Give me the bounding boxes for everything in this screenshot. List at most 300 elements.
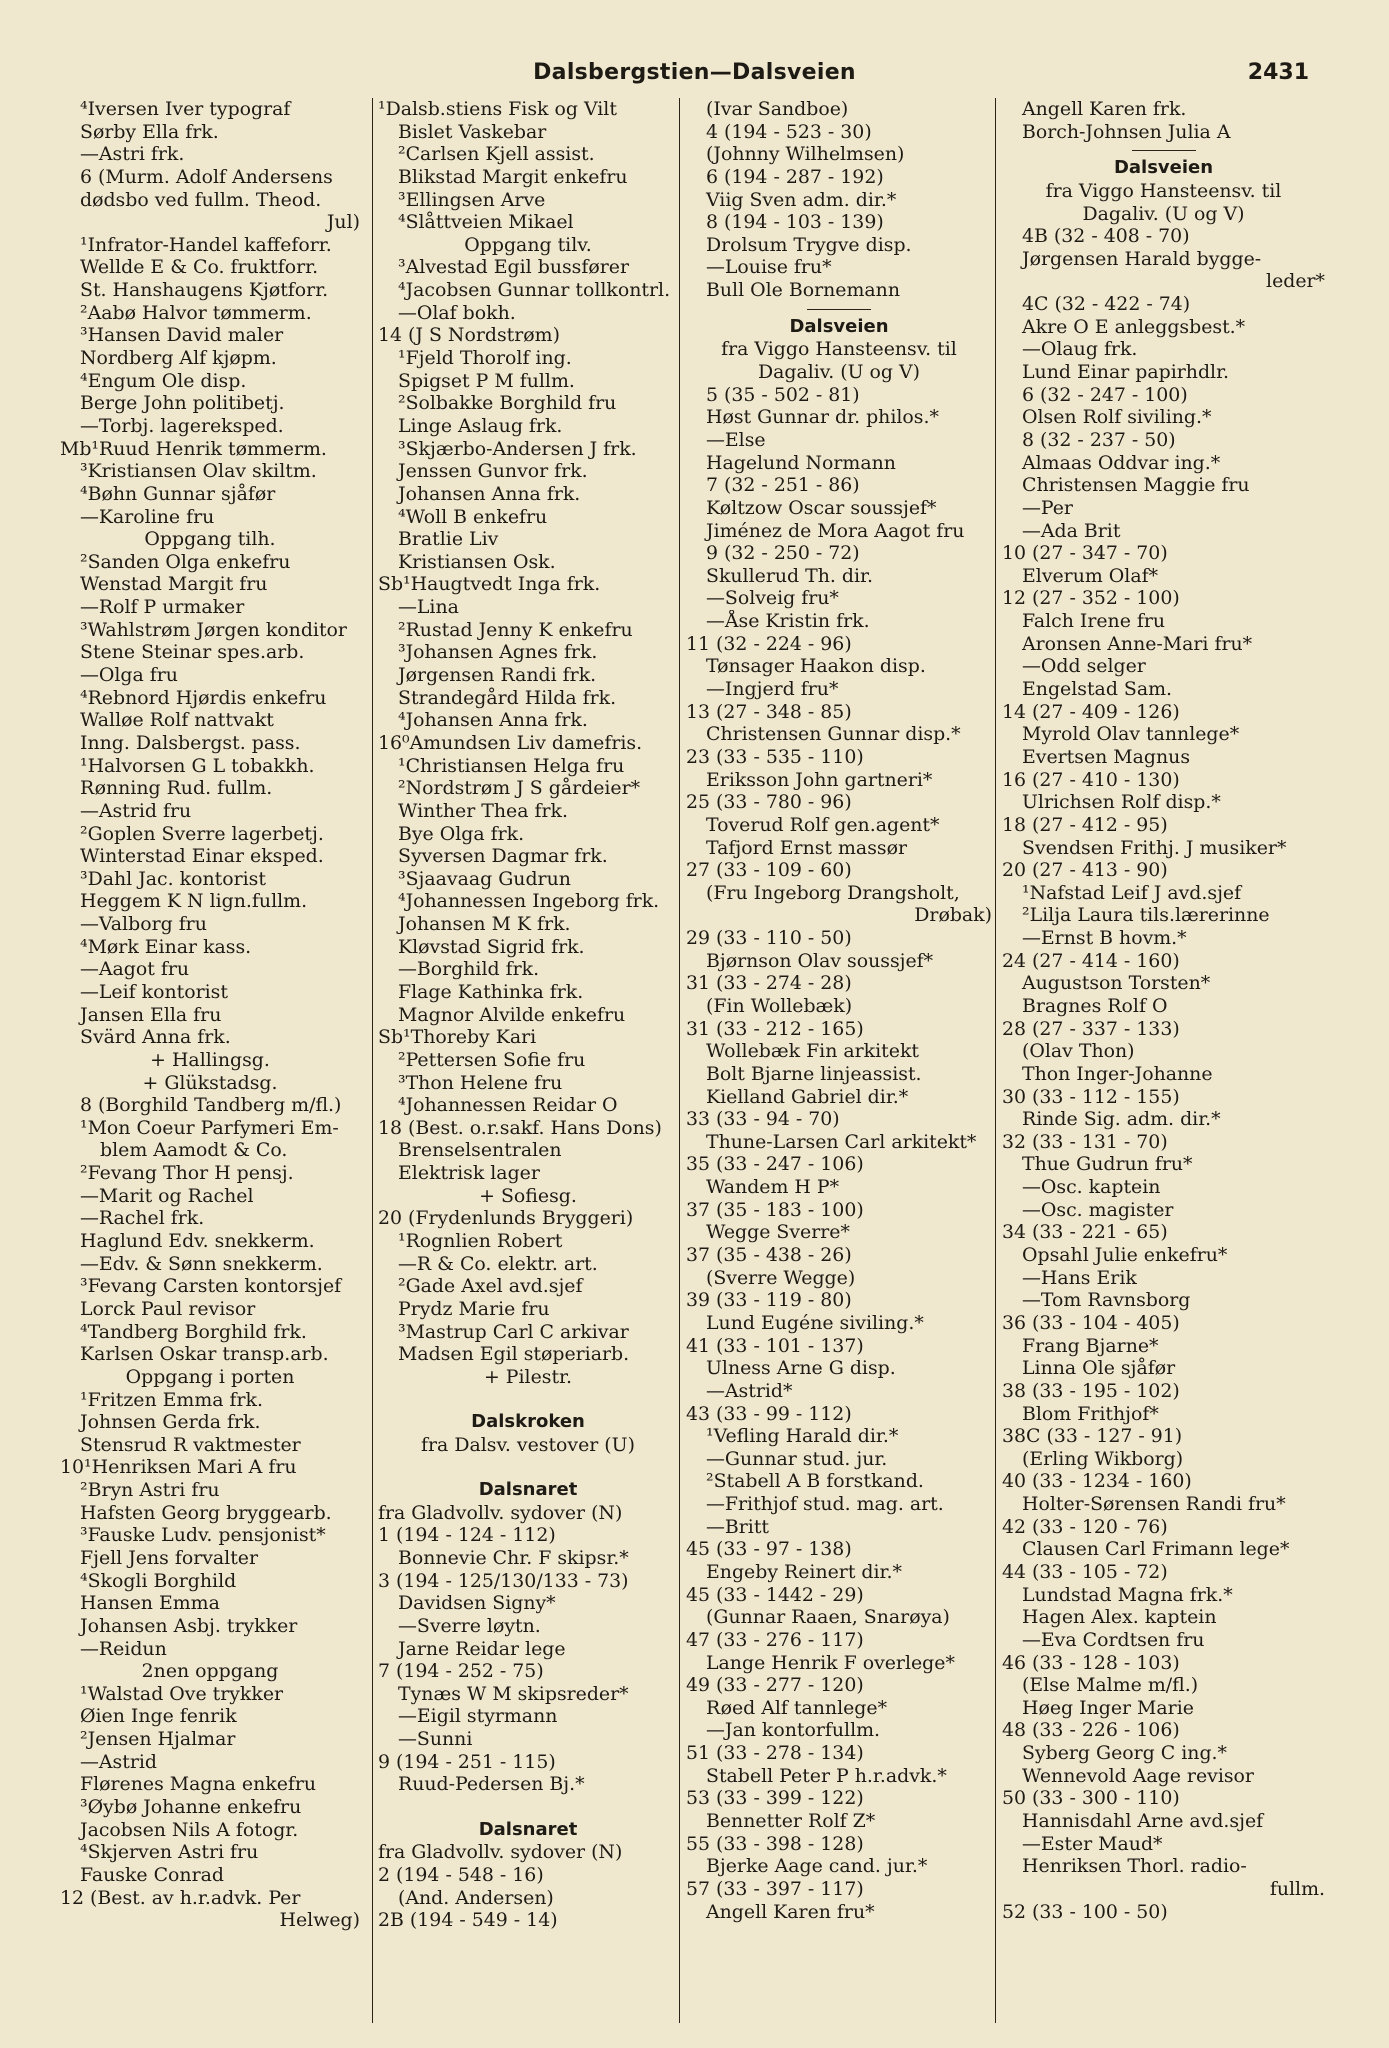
directory-line: Bull Ole Bornemann — [706, 279, 900, 302]
directory-line: Angell Karen frk. — [1022, 98, 1187, 120]
directory-line: Høst Gunnar dr. philos.* — [706, 406, 939, 429]
directory-line: Toverud Rolf gen.agent* — [706, 813, 940, 836]
directory-line: —Borghild frk. — [398, 958, 540, 981]
spacer — [378, 1796, 678, 1819]
directory-line: Davidsen Signy* — [398, 1592, 556, 1615]
directory-line: 11 (32 - 224 - 96) — [686, 632, 852, 655]
directory-line: Myrold Olav tannlege* — [1022, 723, 1240, 746]
directory-line: 27 (33 - 109 - 60) — [686, 859, 852, 882]
directory-line: Akre O E anleggsbest.* — [1022, 315, 1246, 338]
directory-line: 36 (33 - 104 - 405) — [1002, 1311, 1180, 1334]
directory-line: Blom Frithjof* — [1022, 1402, 1159, 1425]
directory-line: blem Aamodt & Co. — [100, 1139, 288, 1162]
directory-line: 35 (33 - 247 - 106) — [686, 1153, 864, 1176]
directory-line: ⁴Jacobsen Gunnar tollkontrl. — [398, 279, 671, 302]
directory-column-1 — [60, 98, 360, 2023]
directory-line: Johansen M K frk. — [398, 913, 571, 936]
directory-line: Helweg) — [279, 1909, 360, 1932]
directory-line: Johansen Anna frk. — [398, 482, 581, 505]
directory-line: Nordberg Alf kjøpm. — [80, 347, 277, 370]
directory-line: 31 (33 - 274 - 28) — [686, 972, 852, 995]
street-heading: Dalsveien — [789, 315, 889, 337]
directory-line: fra Viggo Hansteensv. til — [1045, 179, 1282, 202]
directory-line: 8 (32 - 237 - 50) — [1022, 428, 1176, 451]
directory-line: ²Pettersen Sofie fru — [398, 1048, 586, 1071]
directory-line: 2B (194 - 549 - 14) — [378, 1909, 558, 1932]
directory-line: Jørgensen Randi frk. — [398, 664, 597, 687]
directory-line: fra Gladvollv. sydover (N) — [378, 1501, 623, 1524]
directory-line: ¹Halvorsen G L tobakkh. — [80, 754, 315, 777]
directory-line: Bonnevie Chr. F skipsr.* — [398, 1547, 629, 1569]
directory-line: 30 (33 - 112 - 155) — [1002, 1085, 1180, 1108]
directory-line: ³Mastrup Carl C arkivar — [398, 1320, 629, 1343]
directory-line: Tønsager Haakon disp. — [706, 655, 926, 678]
directory-line: 29 (33 - 110 - 50) — [686, 927, 852, 950]
directory-line: Jenssen Gunvor frk. — [398, 460, 588, 483]
directory-line: ³Dahl Jac. kontorist — [80, 867, 266, 890]
directory-line: Winther Thea frk. — [398, 799, 568, 822]
directory-line: 14 (27 - 409 - 126) — [1002, 700, 1180, 723]
directory-line: Flørenes Magna enkefru — [80, 1773, 317, 1796]
directory-line: ⁴Johansen Anna frk. — [398, 709, 588, 732]
directory-line: —Aagot fru — [80, 958, 190, 981]
directory-line: Bislet Vaskebar — [398, 120, 547, 143]
directory-line: Hagelund Normann — [706, 451, 896, 474]
directory-line: Sørby Ella frk. — [80, 120, 219, 143]
directory-line: ¹Fritzen Emma frk. — [80, 1388, 264, 1411]
directory-line: Viig Sven adm. dir.* — [706, 188, 897, 211]
directory-line: Jul) — [326, 211, 360, 234]
directory-line: —Olaug frk. — [1022, 338, 1138, 361]
directory-line: 53 (33 - 399 - 122) — [686, 1787, 864, 1810]
directory-line: Ruud-Pedersen Bj.* — [398, 1773, 585, 1796]
directory-line: (Fru Ingeborg Drangsholt, — [706, 881, 960, 904]
directory-line: fra Viggo Hansteensv. til — [721, 338, 957, 361]
directory-line: Lange Henrik F overlege* — [706, 1651, 955, 1674]
directory-line: 23 (33 - 535 - 110) — [686, 745, 864, 768]
directory-line: 41 (33 - 101 - 137) — [686, 1334, 864, 1357]
directory-line: Bratlie Liv — [398, 528, 499, 551]
directory-line: ⁴Bøhn Gunnar sjåfør — [80, 482, 276, 505]
directory-line: ³Fauske Ludv. pensjonist* — [80, 1524, 326, 1547]
directory-line: + Glükstadsg. — [142, 1071, 278, 1094]
directory-line: fra Gladvollv. sydover (N) — [378, 1841, 623, 1864]
directory-line: (Johnny Wilhelmsen) — [706, 143, 905, 166]
directory-line: 4C (32 - 422 - 74) — [1022, 293, 1191, 316]
directory-line: Jacobsen Nils A fotogr. — [80, 1818, 299, 1841]
directory-line: ³Skjærbo-Andersen J frk. — [398, 437, 637, 460]
directory-line: Walløe Rolf nattvakt — [80, 709, 274, 732]
page-header — [0, 60, 1389, 94]
directory-line: Almaas Oddvar ing.* — [1022, 451, 1221, 474]
directory-line: —Astrid fru — [80, 799, 192, 822]
directory-line: ³Kristiansen Olav skiltm. — [80, 460, 317, 483]
directory-line: —Marit og Rachel — [80, 1184, 254, 1207]
directory-line: Kristiansen Osk. — [398, 550, 556, 573]
directory-line: Opsahl Julie enkefru* — [1022, 1244, 1228, 1267]
directory-line: ¹Fjeld Thorolf ing. — [398, 347, 572, 370]
directory-line: ¹Christiansen Helga fru — [398, 754, 625, 777]
directory-line: Elektrisk lager — [398, 1162, 540, 1185]
directory-line: Stabell Peter P h.r.advk.* — [706, 1764, 947, 1787]
directory-line: Thue Gudrun fru* — [1022, 1153, 1193, 1176]
directory-line: (Olav Thon) — [1022, 1040, 1135, 1063]
directory-line: 38 (33 - 195 - 102) — [1002, 1379, 1180, 1402]
directory-line: 40 (33 - 1234 - 160) — [1002, 1470, 1192, 1493]
directory-line: 43 (33 - 99 - 112) — [686, 1402, 852, 1425]
directory-line: —Valborg fru — [80, 913, 207, 936]
directory-line: 45 (33 - 97 - 138) — [686, 1538, 852, 1561]
directory-line: Bjørnson Olav soussjef* — [706, 949, 934, 972]
directory-line: ¹Nafstad Leif J avd.sjef — [1022, 881, 1242, 904]
directory-line: —Astrid — [80, 1750, 157, 1773]
directory-line: Bjerke Aage cand. jur.* — [706, 1855, 928, 1878]
section-rule — [1002, 143, 1325, 157]
directory-line: ³Fevang Carsten kontorsjef — [80, 1275, 342, 1298]
directory-column-3 — [686, 98, 992, 2023]
column-divider — [372, 98, 373, 2023]
directory-line: Holter-Sørensen Randi fru* — [1022, 1493, 1286, 1516]
spacer — [378, 1456, 678, 1479]
directory-line: 32 (33 - 131 - 70) — [1002, 1130, 1168, 1153]
directory-line: —Reidun — [80, 1637, 167, 1660]
directory-line: ⁴Johannessen Reidar O — [398, 1094, 618, 1117]
directory-line: Skullerud Th. dir. — [706, 564, 873, 587]
directory-columns — [60, 98, 1325, 2023]
directory-line: Røed Alf tannlege* — [706, 1696, 888, 1719]
directory-line: Magnor Alvilde enkefru — [398, 1003, 626, 1026]
directory-line: ⁴Skjerven Astri fru — [80, 1841, 259, 1864]
directory-line: ¹Infrator-Handel kaffeforr. — [80, 233, 332, 256]
directory-line: ⁴Mørk Einar kass. — [80, 935, 252, 958]
directory-line: Bennetter Rolf Z* — [706, 1810, 876, 1833]
directory-line: 37 (35 - 438 - 26) — [686, 1244, 852, 1267]
directory-line: Wenstad Margit fru — [80, 573, 268, 596]
directory-line: —Gunnar stud. jur. — [706, 1447, 888, 1470]
directory-line: ¹Rognlien Robert — [398, 1230, 563, 1253]
directory-line: 34 (33 - 221 - 65) — [1002, 1221, 1168, 1244]
directory-line: —Leif kontorist — [80, 980, 228, 1003]
directory-line: ²Rustad Jenny K enkefru — [398, 618, 633, 641]
directory-line: 31 (33 - 212 - 165) — [686, 1017, 864, 1040]
directory-line: Angell Karen fru* — [706, 1900, 875, 1923]
directory-line: 4B (32 - 408 - 70) — [1022, 225, 1190, 248]
street-heading: Dalsveien — [1113, 157, 1214, 179]
directory-line: ²Carlsen Kjell assist. — [398, 143, 595, 166]
street-heading: Dalskroken — [471, 1411, 585, 1433]
directory-line: 16 (27 - 410 - 130) — [1002, 768, 1180, 791]
directory-line: —Astrid* — [706, 1379, 793, 1402]
directory-line: Thune-Larsen Carl arkitekt* — [706, 1130, 977, 1153]
directory-line: Kløvstad Sigrid frk. — [398, 935, 585, 958]
directory-line: Tafjord Ernst massør — [706, 836, 907, 859]
directory-line: 6 (32 - 247 - 100) — [1022, 383, 1188, 406]
directory-line: —Eigil styrmann — [398, 1705, 558, 1728]
directory-line: Sb¹Haugtvedt Inga frk. — [378, 573, 601, 596]
directory-line: 20 (Frydenlunds Bryggeri) — [378, 1207, 634, 1230]
directory-line: 45 (33 - 1442 - 29) — [686, 1583, 864, 1606]
directory-line: Wollebæk Fin arkitekt — [706, 1040, 919, 1063]
street-heading: Dalsnaret — [478, 1818, 578, 1840]
directory-line: —Sunni — [398, 1728, 473, 1751]
directory-line: Lorck Paul revisor — [80, 1297, 256, 1320]
directory-line: ²Aabø Halvor tømmerm. — [80, 301, 312, 324]
directory-line: Henriksen Thorl. radio- — [1022, 1855, 1247, 1878]
directory-line: Wellde E & Co. fruktforr. — [80, 256, 319, 279]
directory-line: Drolsum Trygve disp. — [706, 233, 912, 256]
directory-line: —Lina — [398, 596, 459, 619]
directory-line: Svendsen Frithj. J musiker* — [1022, 836, 1287, 859]
directory-line: —Britt — [706, 1515, 770, 1538]
directory-line: —Rachel frk. — [80, 1207, 205, 1230]
directory-line: 42 (33 - 120 - 76) — [1002, 1515, 1168, 1538]
directory-line: ²Fevang Thor H pensj. — [80, 1162, 294, 1185]
directory-line: 12 (Best. av h.r.advk. Per — [60, 1886, 301, 1909]
directory-line: ⁴Slåttveien Mikael — [398, 211, 574, 234]
directory-line: 12 (27 - 352 - 100) — [1002, 587, 1180, 610]
directory-line: Stene Steinar spes.arb. — [80, 641, 305, 664]
directory-line: Christensen Gunnar disp.* — [706, 723, 961, 746]
directory-line: 1 (194 - 124 - 112) — [378, 1524, 556, 1547]
directory-column-4 — [1002, 98, 1325, 2023]
directory-line: Køltzow Oscar soussjef* — [706, 496, 937, 519]
directory-line: Inng. Dalsbergst. pass. — [80, 731, 301, 754]
directory-line: ²Stabell A B forstkand. — [706, 1470, 924, 1493]
directory-line: Linge Aslaug frk. — [398, 414, 563, 437]
directory-line: (Sverre Wegge) — [706, 1266, 856, 1289]
directory-line: fullm. — [1269, 1877, 1325, 1900]
page-number: 2431 — [1247, 60, 1309, 85]
directory-line: ⁴Iversen Iver typograf — [80, 98, 291, 120]
directory-line: ¹Walstad Ove trykker — [80, 1682, 284, 1705]
directory-line: ³Thon Helene fru — [398, 1071, 563, 1094]
directory-line: ⁴Woll B enkefru — [398, 505, 548, 528]
directory-line: ²Sanden Olga enkefru — [80, 550, 291, 573]
directory-line: —Ingjerd fru* — [706, 678, 839, 701]
directory-line: Heggem K N lign.fullm. — [80, 890, 308, 913]
directory-line: Blikstad Margit enkefru — [398, 165, 628, 188]
directory-line: ¹Mon Coeur Parfymeri Em- — [80, 1116, 339, 1139]
directory-line: 8 (Borghild Tandberg m/fl.) — [80, 1094, 342, 1117]
directory-line: Tynæs W M skipsreder* — [398, 1682, 629, 1705]
directory-line: Høeg Inger Marie — [1022, 1696, 1194, 1719]
directory-line: ³Sjaavaag Gudrun — [398, 867, 571, 890]
directory-line: Hannisdahl Arne avd.sjef — [1022, 1810, 1264, 1833]
directory-line: Jiménez de Mora Aagot fru — [706, 519, 965, 542]
directory-line: Winterstad Einar eksped. — [80, 845, 324, 868]
directory-line: Bragnes Rolf O — [1022, 994, 1168, 1017]
directory-line: ³Ellingsen Arve — [398, 188, 546, 211]
directory-line: 28 (27 - 337 - 133) — [1002, 1017, 1180, 1040]
directory-line: Strandegård Hilda frk. — [398, 686, 617, 709]
directory-line: 50 (33 - 300 - 110) — [1002, 1787, 1180, 1810]
directory-line: —Eva Cordtsen fru — [1022, 1628, 1205, 1651]
directory-line: 10¹Henriksen Mari A fru — [60, 1456, 297, 1479]
directory-line: ⁴Engum Ole disp. — [80, 369, 247, 392]
directory-line: 3 (194 - 125/130/133 - 73) — [378, 1569, 629, 1592]
directory-line: 4 (194 - 523 - 30) — [706, 120, 872, 143]
directory-line: Hansen Emma — [80, 1592, 220, 1615]
directory-line: ³Øybø Johanne enkefru — [80, 1796, 302, 1819]
directory-line: ⁴Skogli Borghild — [80, 1569, 237, 1592]
directory-line: —R & Co. elektr. art. — [398, 1252, 598, 1275]
directory-line: ³Alvestad Egil bussfører — [398, 256, 629, 279]
directory-line: Haglund Edv. snekkerm. — [80, 1230, 315, 1253]
directory-line: Lund Einar papirhdlr. — [1022, 361, 1230, 384]
page-title: Dalsbergstien—Dalsveien — [533, 60, 856, 85]
directory-line: ³Hansen David maler — [80, 324, 284, 347]
directory-line: Syberg Georg C ing.* — [1022, 1742, 1227, 1765]
directory-line: Christensen Maggie fru — [1022, 474, 1250, 497]
directory-line: —Ada Brit — [1022, 519, 1121, 542]
directory-line: (Erling Wikborg) — [1022, 1447, 1184, 1470]
directory-line: 14 (J S Nordstrøm) — [378, 324, 560, 347]
directory-line: Jarne Reidar lege — [398, 1637, 566, 1660]
directory-line: Hafsten Georg bryggearb. — [80, 1501, 332, 1524]
directory-line: Eriksson John gartneri* — [706, 768, 933, 791]
directory-line: 25 (33 - 780 - 96) — [686, 791, 852, 814]
directory-line: 16⁰Amundsen Liv damefris. — [378, 731, 643, 754]
directory-line: Dagaliv. (U og V) — [757, 361, 921, 384]
directory-line: —Tom Ravnsborg — [1022, 1289, 1191, 1312]
directory-line: (Ivar Sandboe) — [706, 98, 849, 120]
directory-line: Lund Eugéne siviling.* — [706, 1311, 924, 1334]
directory-line: Fjell Jens forvalter — [80, 1547, 259, 1569]
directory-line: (Gunnar Raaen, Snarøya) — [706, 1606, 950, 1629]
directory-line: —Osc. kaptein — [1022, 1176, 1161, 1199]
directory-line: 2nen oppgang — [141, 1660, 279, 1683]
directory-line: 10 (27 - 347 - 70) — [1002, 542, 1168, 565]
directory-line: 55 (33 - 398 - 128) — [686, 1832, 864, 1855]
directory-line: + Sofiesg. — [479, 1184, 577, 1207]
directory-line: ⁴Johannessen Ingeborg frk. — [398, 890, 660, 913]
directory-line: Ulness Arne G disp. — [706, 1357, 896, 1380]
directory-line: ²Jensen Hjalmar — [80, 1728, 236, 1751]
directory-line: 33 (33 - 94 - 70) — [686, 1108, 840, 1131]
directory-line: —Rolf P urmaker — [80, 596, 245, 619]
directory-line: Hagen Alex. kaptein — [1022, 1606, 1217, 1629]
directory-line: Bye Olga frk. — [398, 822, 525, 845]
directory-line: Wandem H P* — [706, 1176, 840, 1199]
directory-line: Engeby Reinert dir.* — [706, 1561, 902, 1583]
directory-line: Jørgensen Harald bygge- — [1022, 247, 1262, 270]
directory-line: Kielland Gabriel dir.* — [706, 1085, 909, 1108]
column-divider — [679, 98, 680, 2023]
directory-line: Ulrichsen Rolf disp.* — [1022, 791, 1221, 814]
directory-line: Oppgang i porten — [125, 1365, 295, 1388]
directory-line: —Ester Maud* — [1022, 1832, 1163, 1855]
directory-line: 20 (27 - 413 - 90) — [1002, 859, 1168, 882]
directory-line: fra Dalsv. vestover (U) — [421, 1433, 635, 1456]
directory-line: Karlsen Oskar transp.arb. — [80, 1343, 329, 1366]
directory-line: Lundstad Magna frk.* — [1022, 1583, 1233, 1606]
directory-line: Prydz Marie fru — [398, 1297, 550, 1320]
directory-line: 47 (33 - 276 - 117) — [686, 1628, 864, 1651]
directory-line: Jansen Ella fru — [80, 1003, 222, 1026]
directory-line: 18 (Best. o.r.sakf. Hans Dons) — [378, 1116, 662, 1139]
directory-line: Oppgang tilv. — [464, 233, 592, 256]
directory-line: ³Johansen Agnes frk. — [398, 641, 598, 664]
directory-line: (Fin Wollebæk) — [706, 994, 853, 1017]
street-heading: Dalsnaret — [478, 1479, 578, 1501]
directory-line: Johansen Asbj. trykker — [80, 1614, 298, 1637]
directory-line: 37 (35 - 183 - 100) — [686, 1198, 864, 1221]
directory-line: 13 (27 - 348 - 85) — [686, 700, 852, 723]
directory-line: Rinde Sig. adm. dir.* — [1022, 1108, 1221, 1131]
spacer — [378, 1389, 678, 1412]
directory-line: + Hallingsg. — [150, 1048, 270, 1071]
column-divider — [995, 98, 996, 2023]
directory-line: Engelstad Sam. — [1022, 678, 1173, 701]
directory-line: Wennevold Aage revisor — [1022, 1764, 1254, 1787]
directory-line: Flage Kathinka frk. — [398, 980, 584, 1003]
directory-line: Bolt Bjarne linjeassist. — [706, 1062, 922, 1085]
directory-line: Augustson Torsten* — [1022, 972, 1211, 995]
directory-line: ²Bryn Astri fru — [80, 1479, 220, 1502]
directory-line: 51 (33 - 278 - 134) — [686, 1742, 864, 1765]
directory-line: ²Gade Axel avd.sjef — [398, 1275, 583, 1298]
directory-line: —Hans Erik — [1022, 1266, 1137, 1289]
directory-line: 6 (Murm. Adolf Andersens — [80, 165, 333, 188]
directory-line: Mb¹Ruud Henrik tømmerm. — [60, 437, 327, 460]
directory-line: Linna Ole sjåfør — [1022, 1357, 1176, 1380]
directory-line: —Olga fru — [80, 664, 178, 687]
directory-line: 39 (33 - 119 - 80) — [686, 1289, 852, 1312]
directory-line: 9 (32 - 250 - 72) — [706, 542, 860, 565]
directory-line: Syversen Dagmar frk. — [398, 845, 608, 868]
directory-line: ⁴Rebnord Hjørdis enkefru — [80, 686, 327, 709]
directory-line: Brenselsentralen — [398, 1139, 562, 1162]
directory-line: —Olaf bokh. — [398, 301, 516, 324]
section-rule — [686, 302, 992, 316]
directory-line: + Pilestr. — [483, 1365, 573, 1388]
directory-line: Aronsen Anne-Mari fru* — [1022, 632, 1253, 655]
directory-line: Stensrud R vaktmester — [80, 1433, 301, 1456]
directory-line: —Solveig fru* — [706, 587, 839, 610]
directory-line: —Else — [706, 428, 766, 451]
directory-line: 52 (33 - 100 - 50) — [1002, 1900, 1168, 1923]
directory-line: Berge John politibetj. — [80, 392, 285, 415]
directory-line: 46 (33 - 128 - 103) — [1002, 1651, 1180, 1674]
directory-line: —Åse Kristin frk. — [706, 610, 870, 633]
directory-line: ²Goplen Sverre lagerbetj. — [80, 822, 324, 845]
directory-line: ²Lilja Laura tils.lærerinne — [1022, 904, 1270, 927]
directory-line: Dagaliv. (U og V) — [1082, 202, 1245, 225]
directory-line: 7 (194 - 252 - 75) — [378, 1660, 544, 1683]
directory-line: Evertsen Magnus — [1022, 745, 1191, 768]
directory-line: —Edv. & Sønn snekkerm. — [80, 1252, 323, 1275]
directory-line: 5 (35 - 502 - 81) — [706, 383, 860, 406]
directory-line: —Ernst B hovm.* — [1022, 927, 1187, 950]
directory-column-2 — [378, 98, 678, 2023]
directory-line: ¹Dalsb.stiens Fisk og Vilt — [378, 98, 617, 120]
directory-line: —Sverre løytn. — [398, 1614, 541, 1637]
directory-line: Wegge Sverre* — [706, 1221, 850, 1244]
directory-line: Johnsen Gerda frk. — [80, 1411, 261, 1434]
directory-line: 9 (194 - 251 - 115) — [378, 1750, 556, 1773]
directory-line: —Louise fru* — [706, 256, 832, 279]
directory-line: —Torbj. lagereksped. — [80, 414, 284, 437]
directory-line: leder* — [1266, 270, 1325, 293]
directory-line: Clausen Carl Frimann lege* — [1022, 1538, 1290, 1561]
directory-line: 49 (33 - 277 - 120) — [686, 1674, 864, 1697]
directory-line: Spigset P M fullm. — [398, 369, 575, 392]
directory-line: —Frithjof stud. mag. art. — [706, 1493, 944, 1516]
directory-line: 2 (194 - 548 - 16) — [378, 1863, 544, 1886]
directory-line: Rønning Rud. fullm. — [80, 777, 273, 800]
directory-line: Olsen Rolf siviling.* — [1022, 406, 1212, 429]
directory-line: ²Nordstrøm J S gårdeier* — [398, 777, 641, 800]
